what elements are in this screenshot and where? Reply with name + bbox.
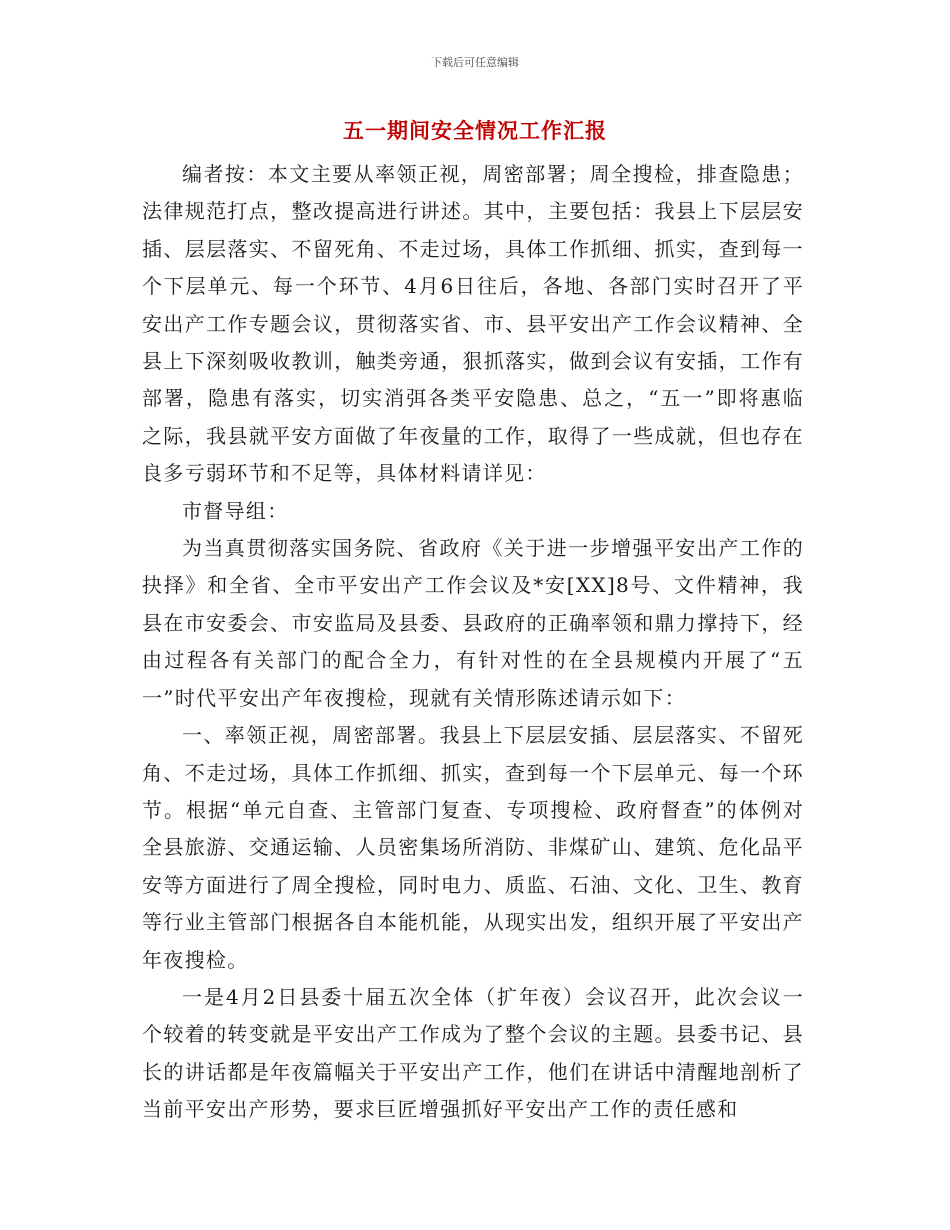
paragraph-addressee: 市督导组： — [182, 498, 289, 523]
document-title: 五一期间安全情况工作汇报 — [343, 119, 607, 143]
paragraph-editor-note: 编者按：本文主要从率领正视，周密部署；周全搜检，排查隐患；法律规范打点，整改提高进行讲述。其中，主要包括：我县上下层层安插、层层落实、不留死角、不走过场，具体工作抓细、抓实，查到每一个下层单元、每一个环节、4月6日往后，各地、各部门实时召开了平安出产工作专题会议，贯彻落实省、市、县平安出产工作会议精神、全县上下深刻吸收教训，触类旁通，狠抓落实，做到会议有安插，工作有部署，隐患有落实，切实消弭各类平安隐患、总之，“五一”即将惠临之际，我县就平安方面做了年夜量的工作，取得了一些成就，但也存在良多亏弱环节和不足等，具体材料请详见： — [142, 162, 804, 486]
paragraph-intro: 为当真贯彻落实国务院、省政府《关于进一步增强平安出产工作的抉择》和全省、全市平安出产工作会议及*安[XX]8号、文件精神，我县在市安委会、市安监局及县委、县政府的正确率领和鼎力撑持下，经由过程各有关部门的配合全力，有针对性的在全县规模内开展了“五一”时代平安出产年夜搜检，现就有关情形陈述请示如下： — [142, 536, 804, 710]
document-body — [142, 156, 804, 1129]
paragraph-section-one: 一、率领正视，周密部署。我县上下层层安插、层层落实、不留死角、不走过场，具体工作抓细、抓实，查到每一个下层单元、每一个环节。根据“单元自查、主管部门复查、专项搜检、政府督查”的体例对全县旅游、交通运输、人员密集场所消防、非煤矿山、建筑、危化品平安等方面进行了周全搜检，同时电力、质监、石油、文化、卫生、教育等行业主管部门根据各自本能机能，从现实出发，组织开展了平安出产年夜搜检。 — [142, 723, 804, 972]
header-note: 下载后可任意编辑 — [431, 56, 519, 69]
paragraph-point-one: 一是4月2日县委十届五次全体（扩年夜）会议召开，此次会议一个较着的转变就是平安出产工作成为了整个会议的主题。县委书记、县长的讲话都是年夜篇幅关于平安出产工作，他们在讲话中清醒地剖析了当前平安出产形势，要求巨匠增强抓好平安出产工作的责任感和 — [142, 984, 804, 1122]
